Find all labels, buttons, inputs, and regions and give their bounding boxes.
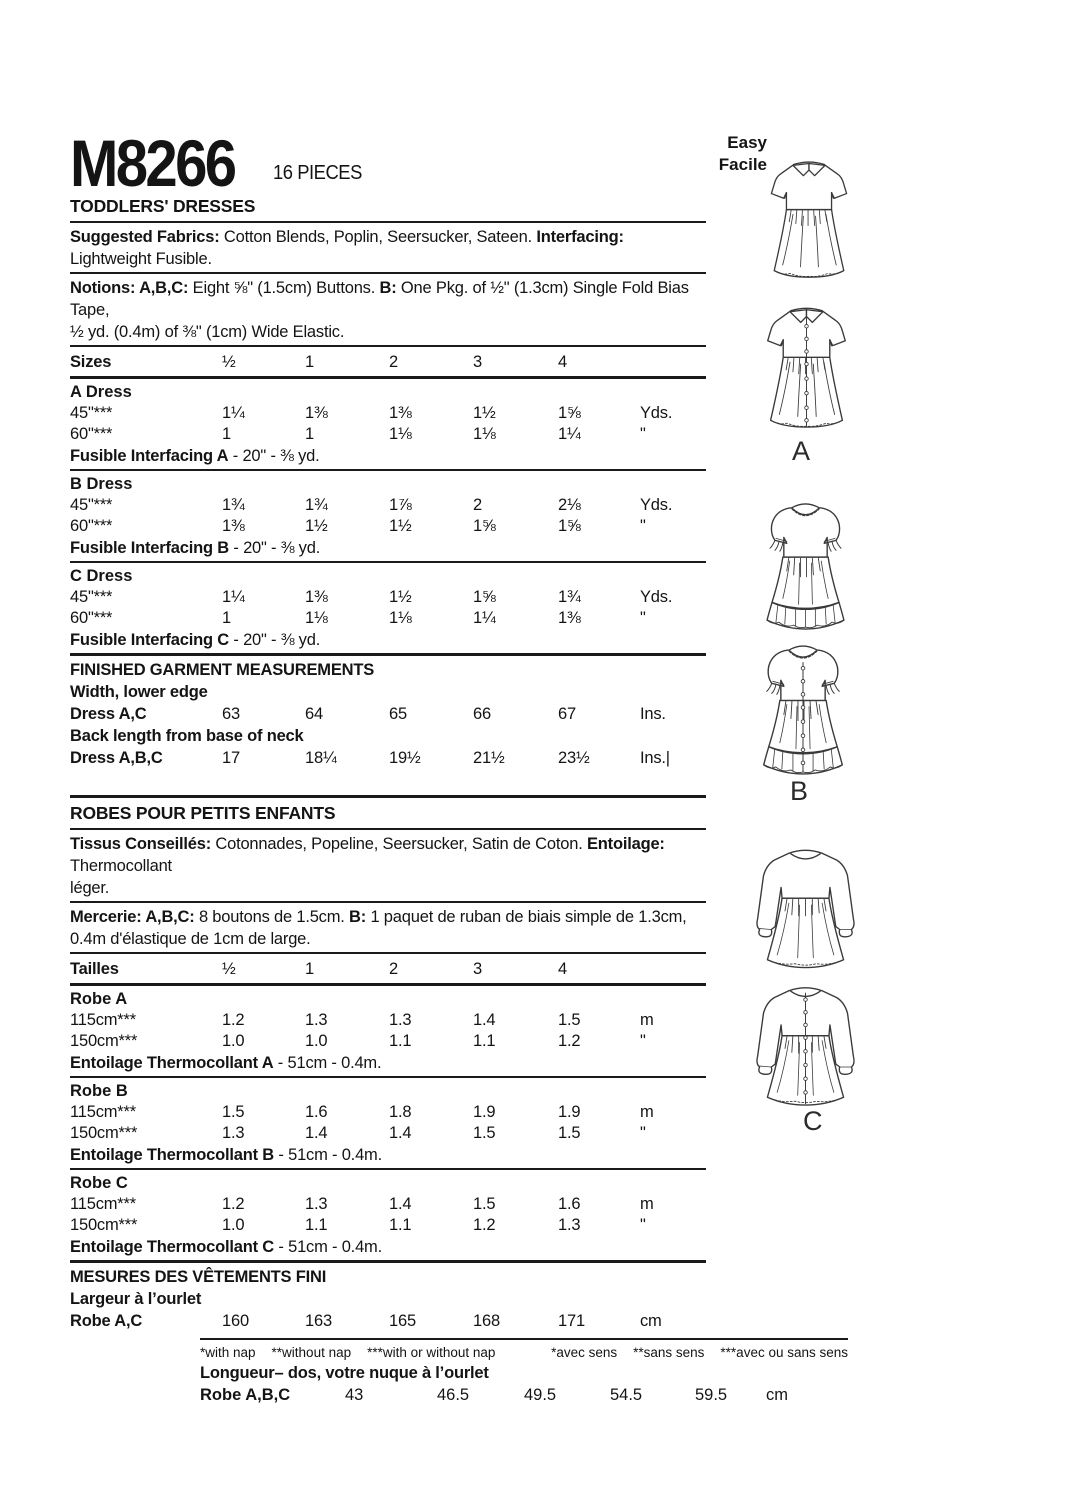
divider bbox=[70, 952, 706, 954]
row-label: 45"*** bbox=[70, 496, 113, 514]
divider bbox=[70, 983, 706, 986]
row-label: 115cm*** bbox=[70, 1011, 136, 1029]
table-row bbox=[70, 703, 706, 725]
table-cell: 1½ bbox=[305, 517, 328, 535]
section-robe-b: Robe B bbox=[70, 1082, 128, 1100]
table-cell: 1 bbox=[305, 425, 314, 443]
row-label: 115cm*** bbox=[70, 1195, 136, 1213]
footnote-avec-sens: *avec sens bbox=[551, 1345, 618, 1360]
table-cell: 1.1 bbox=[389, 1032, 412, 1050]
divider bbox=[70, 376, 706, 379]
table-cell: 1.5 bbox=[473, 1124, 496, 1142]
table-cell: 1⅜ bbox=[558, 609, 581, 627]
interfacing-a-text: - 20" - ⅜ yd. bbox=[228, 447, 320, 465]
row-label: 150cm*** bbox=[70, 1124, 138, 1142]
table-cell: 4 bbox=[558, 353, 567, 371]
table-cell: " bbox=[640, 609, 646, 627]
longueur-block bbox=[200, 1362, 788, 1406]
row-label: 60"*** bbox=[70, 609, 113, 627]
section-a-dress: A Dress bbox=[70, 383, 132, 401]
row-label: Dress A,B,C bbox=[70, 749, 163, 767]
mercerie-text: 8 boutons de 1.5cm. bbox=[194, 908, 350, 926]
table-cell: " bbox=[640, 1032, 646, 1050]
entoilage-b-label: Entoilage Thermocollant B bbox=[70, 1146, 275, 1164]
row-label: Robe A,B,C bbox=[200, 1386, 291, 1404]
table-cell: 1¾ bbox=[558, 588, 581, 606]
table-cell: ½ bbox=[222, 960, 236, 978]
entoilage-a-label: Entoilage Thermocollant A bbox=[70, 1054, 274, 1072]
table-cell: 1.5 bbox=[558, 1011, 581, 1029]
table-cell: 1.4 bbox=[305, 1124, 328, 1142]
table-cell: 63 bbox=[222, 705, 240, 723]
table-cell: 1.5 bbox=[473, 1195, 496, 1213]
table-cell: ½ bbox=[222, 353, 236, 371]
table-row bbox=[200, 1384, 788, 1406]
table-cell: 1.4 bbox=[389, 1195, 412, 1213]
table-row bbox=[70, 1310, 706, 1332]
table-cell: 1.3 bbox=[389, 1011, 412, 1029]
view-label-c: C bbox=[803, 1106, 823, 1136]
table-cell: 67 bbox=[558, 705, 576, 723]
fabrics-text: Cotton Blends, Poplin, Seersucker, Sateen. bbox=[219, 228, 537, 246]
row-label: 60"*** bbox=[70, 517, 113, 535]
table-cell: 1⅛ bbox=[473, 425, 496, 443]
mercerie-line-2: 0.4m d'élastique de 1cm de large. bbox=[70, 930, 311, 948]
table-cell: Yds. bbox=[640, 496, 673, 514]
table-cell: 1⅜ bbox=[389, 404, 412, 422]
table-row bbox=[70, 1123, 706, 1144]
table-row bbox=[70, 424, 706, 445]
mercerie-line-1 bbox=[70, 906, 706, 928]
table-cell: 1.0 bbox=[222, 1216, 245, 1234]
divider bbox=[70, 469, 706, 471]
mercerie-b-label: B: bbox=[349, 908, 367, 926]
table-cell: 1⅞ bbox=[389, 496, 412, 514]
mercerie-b-text: 1 paquet de ruban de biais simple de 1.3cm, bbox=[366, 908, 687, 926]
interfacing-b-text: - 20" - ⅜ yd. bbox=[229, 539, 321, 557]
table-cell: 160 bbox=[222, 1312, 249, 1330]
table-cell: 1¾ bbox=[222, 496, 245, 514]
tissus-line-2: léger. bbox=[70, 879, 110, 897]
table-cell: 2 bbox=[389, 960, 398, 978]
longueur-label: Longueur– dos, votre nuque à l’ourlet bbox=[200, 1364, 489, 1382]
divider bbox=[70, 561, 706, 563]
entoilage-b-text: - 51cm - 0.4m. bbox=[274, 1146, 382, 1164]
table-cell: 1¼ bbox=[222, 588, 245, 606]
section-robe-a: Robe A bbox=[70, 990, 128, 1008]
table-cell: 1¾ bbox=[305, 496, 328, 514]
table-cell: 1.1 bbox=[305, 1216, 328, 1234]
table-cell: 1 bbox=[222, 609, 231, 627]
table-cell: 1¼ bbox=[558, 425, 581, 443]
table-cell bbox=[640, 957, 706, 981]
table-cell: 43 bbox=[345, 1386, 364, 1404]
notions-b-text: One Pkg. of ½" (1.3cm) Single Fold Bias Tape, bbox=[70, 279, 689, 319]
suggested-fabrics-line bbox=[70, 226, 706, 270]
interfacing-a-label: Fusible Interfacing A bbox=[70, 447, 229, 465]
footnote-with-or-without-nap: ***with or without nap bbox=[367, 1345, 496, 1360]
row-label: 45"*** bbox=[70, 404, 113, 422]
table-cell: 1 bbox=[305, 960, 314, 978]
divider bbox=[70, 653, 706, 656]
row-label: Robe A,C bbox=[70, 1312, 143, 1330]
table-cell: 1.5 bbox=[222, 1103, 245, 1121]
table-row bbox=[70, 495, 706, 516]
pattern-number: M8266 bbox=[70, 125, 235, 200]
row-label: 150cm*** bbox=[70, 1216, 138, 1234]
table-cell: 1.5 bbox=[558, 1124, 581, 1142]
dress-a-back-illustration bbox=[758, 296, 855, 436]
notions-b-label: B: bbox=[379, 279, 397, 297]
divider bbox=[70, 272, 706, 274]
notions-line-1 bbox=[70, 277, 706, 321]
table-cell: 1.2 bbox=[473, 1216, 496, 1234]
table-cell: 1¼ bbox=[473, 609, 496, 627]
table-cell: 1½ bbox=[389, 588, 412, 606]
table-cell: cm bbox=[640, 1312, 662, 1330]
interfacing-label: Interfacing: bbox=[536, 228, 624, 246]
table-cell: 1⅛ bbox=[389, 425, 412, 443]
dress-a-front-illustration bbox=[762, 150, 856, 286]
entoilage-a-line bbox=[70, 1052, 706, 1074]
table-row bbox=[70, 1010, 706, 1031]
divider bbox=[70, 345, 706, 347]
row-label: Dress A,C bbox=[70, 705, 147, 723]
row-label: Sizes bbox=[70, 353, 112, 371]
dress-b-back-illustration bbox=[752, 640, 854, 777]
divider bbox=[70, 1260, 706, 1263]
mesures-title: MESURES DES VÊTEMENTS FINI bbox=[70, 1268, 327, 1286]
table-cell: 66 bbox=[473, 705, 491, 723]
entoilage-a-text: - 51cm - 0.4m. bbox=[273, 1054, 382, 1072]
entoilage-label: Entoilage: bbox=[586, 835, 665, 853]
interfacing-a-line bbox=[70, 445, 706, 467]
table-row bbox=[70, 1031, 706, 1052]
interfacing-text: Lightweight Fusible. bbox=[70, 250, 212, 268]
table-cell: 54.5 bbox=[610, 1386, 643, 1404]
table-cell: Yds. bbox=[640, 404, 673, 422]
table-cell: 23½ bbox=[558, 749, 590, 767]
row-label: 60"*** bbox=[70, 425, 113, 443]
table-cell: 1.2 bbox=[558, 1032, 581, 1050]
table-cell: 1.6 bbox=[305, 1103, 328, 1121]
divider bbox=[70, 901, 706, 903]
table-cell: 4 bbox=[558, 960, 567, 978]
section-b-dress: B Dress bbox=[70, 475, 133, 493]
tissus-text: Cotonnades, Popeline, Seersucker, Satin de Coton. bbox=[211, 835, 587, 853]
table-cell: Yds. bbox=[640, 588, 673, 606]
width-lower-edge-label: Width, lower edge bbox=[70, 683, 208, 701]
table-cell: 1.2 bbox=[222, 1195, 245, 1213]
table-cell: cm bbox=[766, 1386, 788, 1404]
table-row bbox=[70, 403, 706, 424]
entoilage-c-line bbox=[70, 1236, 706, 1258]
table-cell: 1⅝ bbox=[473, 517, 496, 535]
section-title-english: TODDLERS' DRESSES bbox=[70, 196, 256, 216]
dress-b-front-illustration bbox=[756, 498, 855, 632]
table-cell: 1.3 bbox=[222, 1124, 245, 1142]
pieces-count: 16 PIECES bbox=[272, 162, 362, 184]
table-cell: 165 bbox=[389, 1312, 416, 1330]
back-length-label: Back length from base of neck bbox=[70, 727, 304, 745]
table-cell: 2 bbox=[473, 496, 482, 514]
table-cell: m bbox=[640, 1103, 654, 1121]
footnote-sans-sens: **sans sens bbox=[633, 1345, 705, 1360]
interfacing-c-text: - 20" - ⅜ yd. bbox=[229, 631, 321, 649]
entoilage-b-line bbox=[70, 1144, 706, 1166]
row-label: Tailles bbox=[70, 960, 119, 978]
table-cell: 1½ bbox=[473, 404, 496, 422]
table-cell: 65 bbox=[389, 705, 407, 723]
tissus-line-1 bbox=[70, 833, 706, 877]
table-cell: 1⅝ bbox=[558, 517, 581, 535]
interfacing-b-label: Fusible Interfacing B bbox=[70, 539, 229, 557]
table-row bbox=[70, 1102, 706, 1123]
dress-illustrations bbox=[720, 0, 1080, 1485]
table-cell: 1⅝ bbox=[558, 404, 581, 422]
table-cell: 1.1 bbox=[473, 1032, 496, 1050]
table-cell: 19½ bbox=[389, 749, 421, 767]
interfacing-b-line bbox=[70, 537, 706, 559]
row-label: 150cm*** bbox=[70, 1032, 138, 1050]
dress-c-front-illustration bbox=[742, 844, 869, 972]
view-label-b: B bbox=[790, 776, 809, 806]
table-cell: 3 bbox=[473, 353, 482, 371]
dress-c-back-illustration bbox=[742, 982, 869, 1109]
table-cell: 1½ bbox=[389, 517, 412, 535]
table-cell: 1.3 bbox=[305, 1011, 328, 1029]
table-cell: m bbox=[640, 1011, 654, 1029]
divider bbox=[70, 1168, 706, 1170]
footnote-with-nap: *with nap bbox=[200, 1345, 256, 1360]
table-cell: 1.2 bbox=[222, 1011, 245, 1029]
notions-line-2: ½ yd. (0.4m) of ⅜" (1cm) Wide Elastic. bbox=[70, 323, 345, 341]
table-cell: " bbox=[640, 1124, 646, 1142]
largeur-label: Largeur à l’ourlet bbox=[70, 1290, 202, 1308]
finished-measurements-title: FINISHED GARMENT MEASUREMENTS bbox=[70, 661, 375, 679]
table-cell: 1⅝ bbox=[473, 588, 496, 606]
table-cell: 1⅜ bbox=[222, 517, 245, 535]
notions-label: Notions: A,B,C: bbox=[70, 279, 189, 297]
footnote-without-nap: **without nap bbox=[271, 1345, 352, 1360]
fabrics-label: Suggested Fabrics: bbox=[70, 228, 220, 246]
table-cell: 1.9 bbox=[473, 1103, 496, 1121]
table-row bbox=[70, 1215, 706, 1236]
table-cell: 1¼ bbox=[222, 404, 245, 422]
interfacing-c-label: Fusible Interfacing C bbox=[70, 631, 229, 649]
table-cell: 2 bbox=[389, 353, 398, 371]
divider bbox=[70, 1076, 706, 1078]
interfacing-c-line bbox=[70, 629, 706, 651]
table-cell: " bbox=[640, 517, 646, 535]
sizes-header-row bbox=[70, 350, 706, 374]
table-cell: 1⅜ bbox=[305, 588, 328, 606]
table-cell: 163 bbox=[305, 1312, 332, 1330]
tissus-label: Tissus Conseillés: bbox=[70, 835, 211, 853]
table-cell: 59.5 bbox=[695, 1386, 728, 1404]
table-cell: 21½ bbox=[473, 749, 505, 767]
table-cell: " bbox=[640, 1216, 646, 1234]
table-cell: 1.0 bbox=[305, 1032, 328, 1050]
section-title-french: ROBES POUR PETITS ENFANTS bbox=[70, 803, 336, 823]
table-cell: 1.3 bbox=[305, 1195, 328, 1213]
table-cell: 1.0 bbox=[222, 1032, 245, 1050]
difficulty-fr: Facile bbox=[718, 155, 767, 174]
tailles-header-row bbox=[70, 957, 706, 981]
table-cell: Ins. bbox=[640, 705, 666, 723]
table-cell: 1.6 bbox=[558, 1195, 581, 1213]
view-label-a: A bbox=[792, 436, 811, 466]
entoilage-c-label: Entoilage Thermocollant C bbox=[70, 1238, 275, 1256]
table-cell: 168 bbox=[473, 1312, 500, 1330]
table-cell: 1⅛ bbox=[305, 609, 328, 627]
table-row bbox=[70, 747, 706, 769]
table-cell: m bbox=[640, 1195, 654, 1213]
table-row bbox=[70, 608, 706, 629]
table-cell bbox=[640, 350, 706, 374]
section-robe-c: Robe C bbox=[70, 1174, 128, 1192]
notions-text: Eight ⅝" (1.5cm) Buttons. bbox=[188, 279, 380, 297]
table-cell: 2⅛ bbox=[558, 496, 581, 514]
table-cell: 49.5 bbox=[524, 1386, 557, 1404]
table-cell: " bbox=[640, 425, 646, 443]
table-cell: 1 bbox=[222, 425, 231, 443]
table-cell: 1.1 bbox=[389, 1216, 412, 1234]
table-cell: 64 bbox=[305, 705, 323, 723]
table-cell: 1.8 bbox=[389, 1103, 412, 1121]
footnote-avec-ou-sans-sens: ***avec ou sans sens bbox=[720, 1345, 848, 1360]
table-cell: 1⅛ bbox=[389, 609, 412, 627]
table-cell: 171 bbox=[558, 1312, 585, 1330]
table-cell: 1 bbox=[305, 353, 314, 371]
divider bbox=[70, 795, 706, 798]
table-row bbox=[70, 587, 706, 608]
difficulty-en: Easy bbox=[727, 133, 767, 152]
divider bbox=[70, 221, 706, 223]
footnotes-english bbox=[200, 1345, 511, 1360]
entoilage-text: Thermocollant bbox=[70, 857, 172, 875]
section-c-dress: C Dress bbox=[70, 567, 133, 585]
table-cell: 1.9 bbox=[558, 1103, 581, 1121]
mercerie-label: Mercerie: A,B,C: bbox=[70, 908, 195, 926]
row-label: 45"*** bbox=[70, 588, 113, 606]
table-row bbox=[70, 1194, 706, 1215]
table-cell: 1.4 bbox=[473, 1011, 496, 1029]
row-label: 115cm*** bbox=[70, 1103, 136, 1121]
table-cell: 1.4 bbox=[389, 1124, 412, 1142]
table-cell: 46.5 bbox=[437, 1386, 470, 1404]
entoilage-c-text: - 51cm - 0.4m. bbox=[274, 1238, 382, 1256]
divider bbox=[70, 828, 706, 830]
table-cell: 17 bbox=[222, 749, 240, 767]
table-cell: 3 bbox=[473, 960, 482, 978]
table-row bbox=[70, 516, 706, 537]
table-cell: Ins.| bbox=[640, 749, 670, 767]
table-cell: 18¼ bbox=[305, 749, 337, 767]
table-cell: 1.3 bbox=[558, 1216, 581, 1234]
table-cell: 1⅜ bbox=[305, 404, 328, 422]
